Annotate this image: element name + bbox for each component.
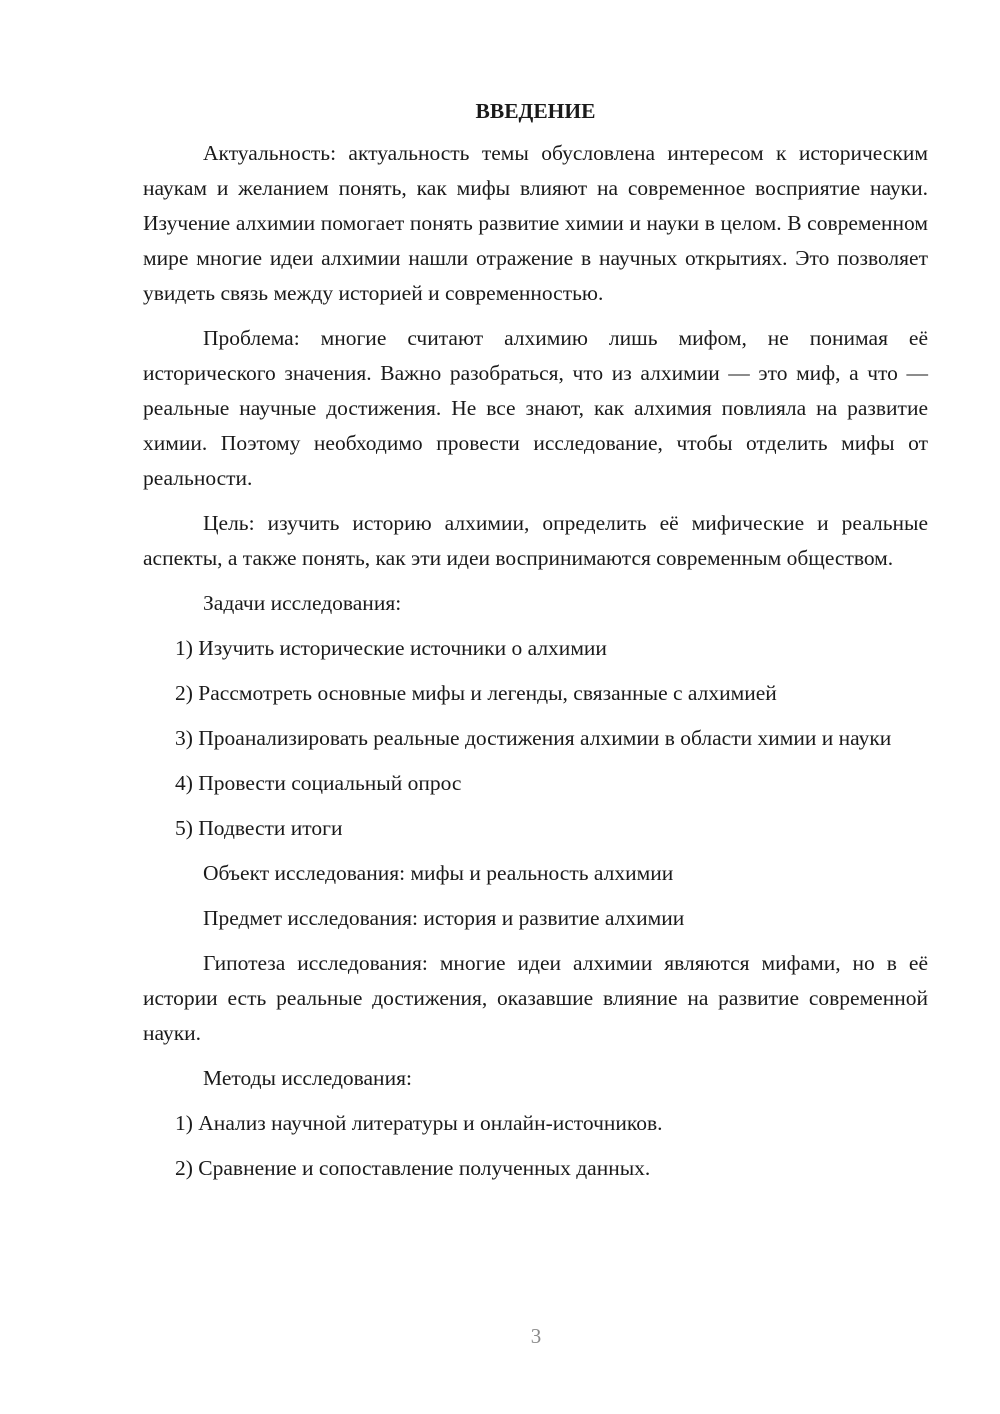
page-number: 3 xyxy=(530,1324,542,1348)
research-object: Объект исследования: мифы и реальность алхимии xyxy=(203,861,674,885)
research-subject: Предмет исследования: история и развитие алхимии xyxy=(203,906,685,930)
task-item-2: 2) Рассмотреть основные мифы и легенды, связанные с алхимией xyxy=(175,681,777,705)
method-item-1: 1) Анализ научной литературы и онлайн-источников. xyxy=(175,1111,663,1135)
page-content xyxy=(143,96,928,1196)
method-item-2: 2) Сравнение и сопоставление полученных данных. xyxy=(175,1156,651,1180)
methods-heading: Методы исследования: xyxy=(203,1066,412,1090)
task-item-1: 1) Изучить исторические источники о алхимии xyxy=(175,636,607,660)
problem-paragraph: Проблема: многие считают алхимию лишь мифом, не понимая её исторического значения. Важно разобраться, что из алхимии — это миф, а что — реальные научные достижения. Не все знают, как алхимия повлияла на развитие химии. Поэтому необходимо провести исследование, чтобы отделить мифы от реальности. xyxy=(143,326,928,490)
task-item-5: 5) Подвести итоги xyxy=(175,816,343,840)
relevance-paragraph: Актуальность: актуальность темы обусловлена интересом к историческим наукам и желанием понять, как мифы влияют на современное восприятие науки. Изучение алхимии помогает понять развитие химии и науки в целом. В современном мире многие идеи алхимии нашли отражение в научных открытиях. Это позволяет увидеть связь между историей и современностью. xyxy=(143,141,928,305)
task-item-3: 3) Проанализировать реальные достижения алхимии в области химии и науки xyxy=(175,726,892,750)
hypothesis-paragraph: Гипотеза исследования: многие идеи алхимии являются мифами, но в её истории есть реальные достижения, оказавшие влияние на развитие современной науки. xyxy=(143,951,928,1045)
tasks-heading: Задачи исследования: xyxy=(203,591,402,615)
goal-paragraph: Цель: изучить историю алхимии, определить её мифические и реальные аспекты, а также понять, как эти идеи воспринимаются современным обществом. xyxy=(143,511,928,570)
section-title: ВВЕДЕНИЕ xyxy=(475,99,596,123)
task-item-4: 4) Провести социальный опрос xyxy=(175,771,462,795)
